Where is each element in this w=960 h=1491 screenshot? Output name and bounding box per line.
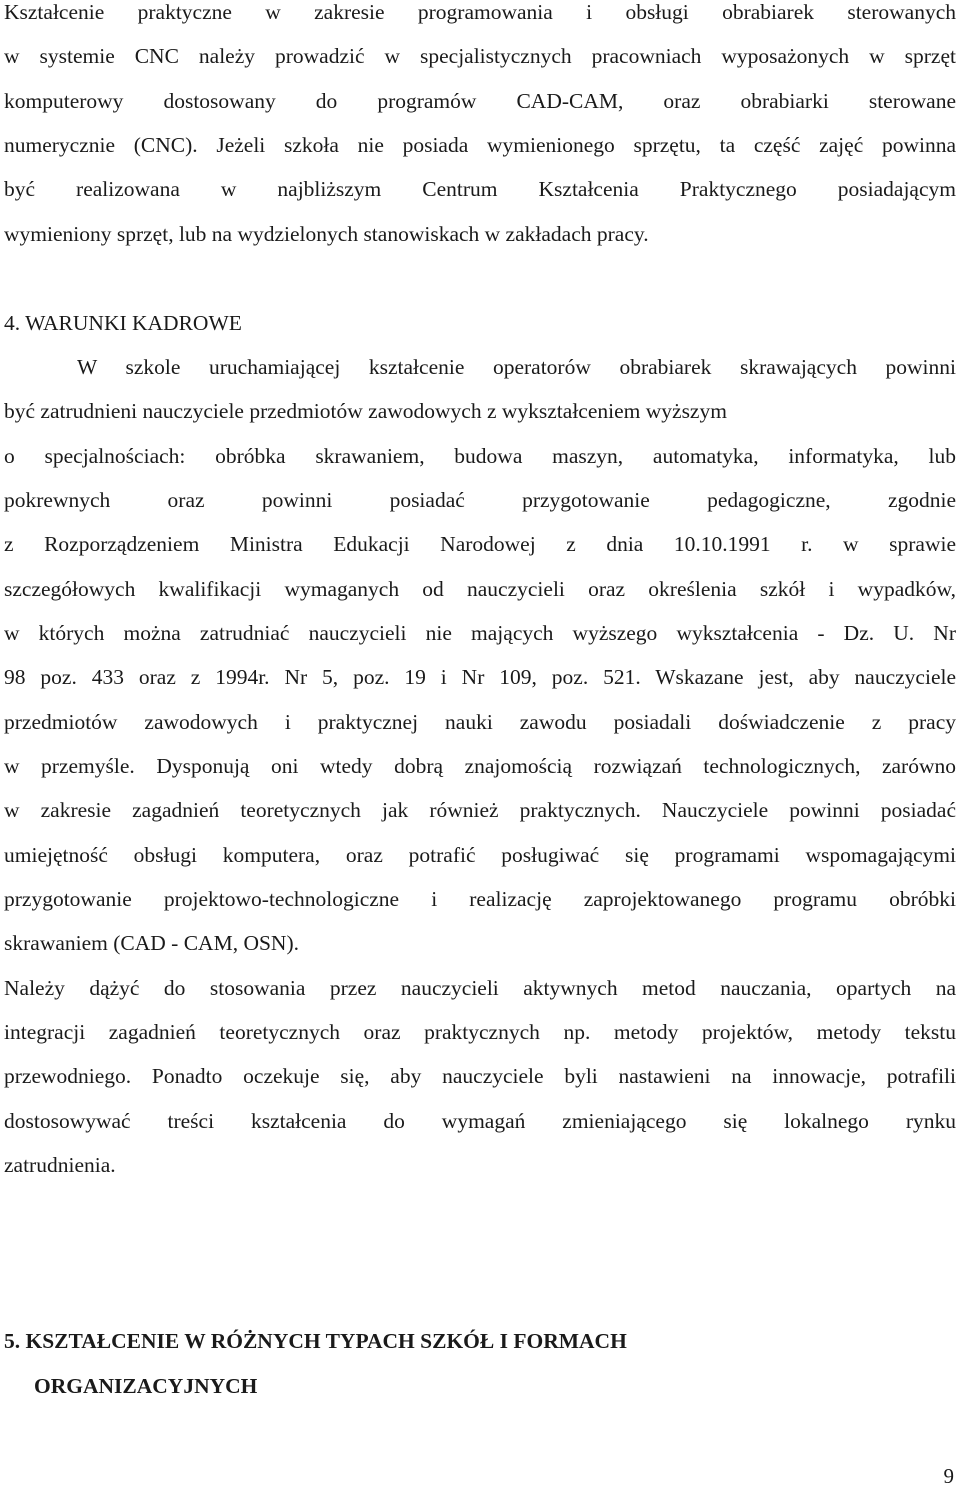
text-line: wymieniony sprzęt, lub na wydzielonych stanowiskach w zakładach pracy. bbox=[4, 222, 649, 246]
text-line: pokrewnych oraz powinni posiadać przygotowanie pedagogiczne, zgodnie bbox=[4, 488, 956, 512]
text-line: o specjalnościach: obróbka skrawaniem, budowa maszyn, automatyka, informatyka, lub bbox=[4, 444, 956, 468]
text-line: dostosowywać treści kształcenia do wymagań zmieniającego się lokalnego rynku bbox=[4, 1109, 956, 1133]
text-line: skrawaniem (CAD - CAM, OSN). bbox=[4, 931, 299, 955]
text-line: w systemie CNC należy prowadzić w specjalistycznych pracowniach wyposażonych w sprzęt bbox=[4, 44, 956, 68]
text-line: szczegółowych kwalifikacji wymaganych od nauczycieli oraz określenia szkół i wypadków, bbox=[4, 577, 956, 601]
text-line: Kształcenie praktyczne w zakresie programowania i obsługi obrabiarek sterowanych bbox=[4, 0, 956, 24]
text-line: przedmiotów zawodowych i praktycznej nauki zawodu posiadali doświadczenie z pracy bbox=[4, 710, 956, 734]
text-line: przewodniego. Ponadto oczekuje się, aby nauczyciele byli nastawieni na innowacje, potrafili bbox=[4, 1064, 956, 1088]
section-4-heading: 4. WARUNKI KADROWE bbox=[4, 311, 242, 335]
text-line: być realizowana w najbliższym Centrum Kształcenia Praktycznego posiadającym bbox=[4, 177, 956, 201]
text-line: umiejętność obsługi komputera, oraz potrafić posługiwać się programami wspomagającymi bbox=[4, 843, 956, 867]
text-line: komputerowy dostosowany do programów CAD-CAM, oraz obrabiarki sterowane bbox=[4, 89, 956, 113]
text-line: zatrudnienia. bbox=[4, 1153, 116, 1177]
text-line: w przemyśle. Dysponują oni wtedy dobrą znajomością rozwiązań technologicznych, zarówno bbox=[4, 754, 956, 778]
text-line: W szkole uruchamiającej kształcenie operatorów obrabiarek skrawających powinni bbox=[77, 355, 956, 379]
text-line: integracji zagadnień teoretycznych oraz praktycznych np. metody projektów, metody tekstu bbox=[4, 1020, 956, 1044]
section-5-heading: 5. KSZTAŁCENIE W RÓŻNYCH TYPACH SZKÓŁ I FORMACH bbox=[4, 1329, 627, 1353]
page-number: 9 bbox=[943, 1464, 954, 1488]
text-line: numerycznie (CNC). Jeżeli szkoła nie posiada wymienionego sprzętu, ta część zajęć powinna bbox=[4, 133, 956, 157]
text-line: Należy dążyć do stosowania przez nauczycieli aktywnych metod nauczania, opartych na bbox=[4, 976, 956, 1000]
text-line: przygotowanie projektowo-technologiczne i realizację zaprojektowanego programu obróbki bbox=[4, 887, 956, 911]
text-line: 98 poz. 433 oraz z 1994r. Nr 5, poz. 19 i Nr 109, poz. 521. Wskazane jest, aby nauczyciele bbox=[4, 665, 956, 689]
text-line: w zakresie zagadnień teoretycznych jak również praktycznych. Nauczyciele powinni posiadać bbox=[4, 798, 956, 822]
text-line: w których można zatrudniać nauczycieli nie mających wyższego wykształcenia - Dz. U. Nr bbox=[4, 621, 956, 645]
text-line: z Rozporządzeniem Ministra Edukacji Narodowej z dnia 10.10.1991 r. w sprawie bbox=[4, 532, 956, 556]
section-5-heading-continued: ORGANIZACYJNYCH bbox=[34, 1374, 258, 1398]
text-line: być zatrudnieni nauczyciele przedmiotów zawodowych z wykształceniem wyższym bbox=[4, 399, 727, 423]
